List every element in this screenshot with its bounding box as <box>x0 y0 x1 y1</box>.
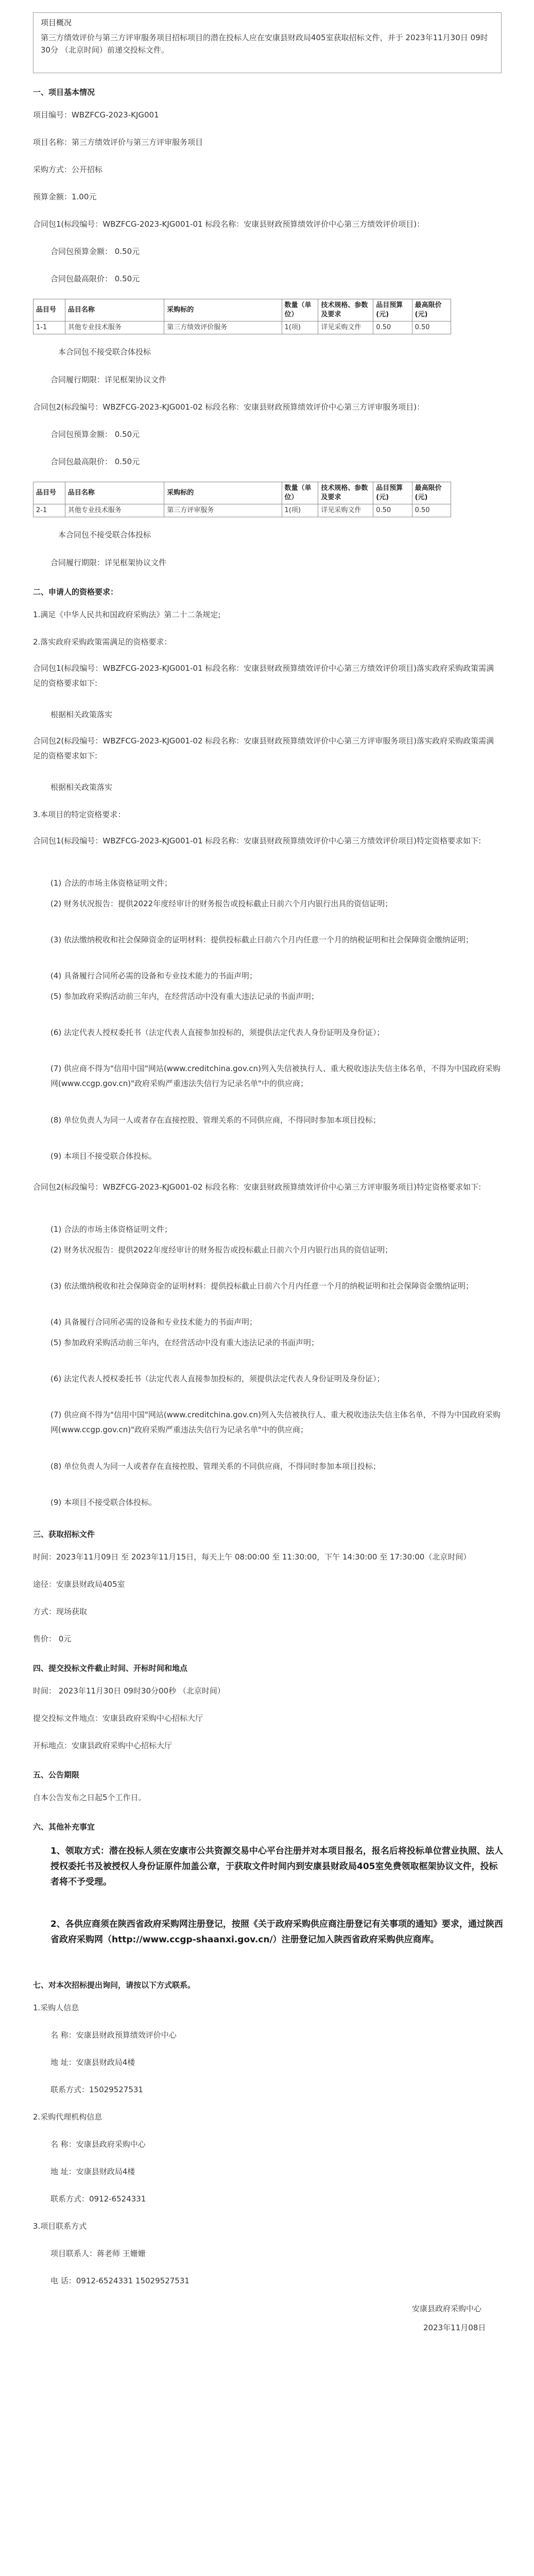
agency-name: 名 称：安康县政府采购中心 <box>50 2140 146 2149</box>
purchaser-phone: 联系方式：15029527531 <box>50 2085 143 2094</box>
table-cell: 0.50 <box>412 504 451 517</box>
special-package2-item: (7) 供应商不得为"信用中国"网站(www.creditchina.gov.cn)列入失信被执行人、重大税收违法失信主体名单，不得为中国政府采购网(www.ccgp.gov.cn)"政府采购严重违法失信行为记录名单"中的供应商； <box>50 1410 501 1434</box>
special-package2-item: (2) 财务状况报告：提供2022年度经审计的财务报告或投标截止日前六个月内银行出具的资信证明； <box>50 1245 393 1255</box>
package2-consortium: 本合同包不接受联合体投标 <box>58 530 151 539</box>
table-cell: 0.50 <box>373 321 412 334</box>
table-cell: 其他专业技术服务 <box>65 321 164 334</box>
policy-package2-text: 根据相关政策落实 <box>50 783 113 792</box>
table-cell: 第三方评审服务 <box>164 504 282 517</box>
table-cell: 详见采购文件 <box>318 504 373 517</box>
special-package2-item: (1) 合法的市场主体资格证明文件； <box>50 1225 173 1234</box>
supplementary-note-1: 1、领取方式：潜在投标人须在安康市公共资源交易中心平台注册并对本项目报名，报名后将投标单位营业执照、法人授权委托书及被授权人身份证原件加盖公章，于获取文件时间内到安康县财政局405室免费领取框架协议文件，投标者将不予受理。 <box>50 1846 503 1887</box>
table-header-cell: 采购标的 <box>164 299 282 321</box>
package1-consortium: 本合同包不接受联合体投标 <box>58 347 151 357</box>
obtain-place: 途径：安康县财政局405室 <box>33 1580 125 1589</box>
table-header-cell: 品目预算(元) <box>373 299 412 321</box>
purchaser-heading: 1.采购人信息 <box>33 2003 79 2012</box>
package1-item-table <box>33 299 451 334</box>
table-cell: 1(项) <box>282 321 318 334</box>
special-package2-item: (8) 单位负责人为同一人或者存在直接控股、管理关系的不同供应商，不得同时参加本项目投标； <box>50 1462 381 1471</box>
table-header-cell: 采购标的 <box>164 482 282 504</box>
summary-text: 第三方绩效评价与第三方评审服务项目招标项目的潜在投标人应在安康县财政局405室获取招标文件，并于 2023年11月30日 09时30分 （北京时间）前递交投标文件。 <box>41 33 488 55</box>
section-heading-contacts: 七、对本次招标提出询问，请按以下方式联系。 <box>33 1980 196 1990</box>
table-cell: 0.50 <box>412 321 451 334</box>
obtain-time: 时间：2023年11月09日 至 2023年11月15日，每天上午 08:00:00 至 11:30:00，下午 14:30:00 至 17:30:00（北京时间） <box>33 1552 471 1562</box>
announcement-period: 自本公告发布之日起5个工作日。 <box>33 1793 146 1802</box>
table-header-cell: 数量（单位） <box>282 482 318 504</box>
special-package1-item: (8) 单位负责人为同一人或者存在直接控股、管理关系的不同供应商，不得同时参加本项目投标； <box>50 1115 381 1125</box>
table-header-cell: 品目号 <box>33 299 65 321</box>
package1-period: 合同履行期限：详见框架协议文件 <box>50 375 167 384</box>
special-package1-item: (5) 参加政府采购活动前三年内，在经营活动中没有重大违法记录的书面声明； <box>50 992 319 1001</box>
signature-organization: 安康县政府采购中心 <box>412 2304 482 2313</box>
package2-max-price: 合同包最高限价： 0.50元 <box>50 457 140 466</box>
project-summary-box <box>33 12 502 73</box>
table-header-cell: 最高限价(元) <box>412 299 451 321</box>
table-cell: 1-1 <box>33 321 65 334</box>
table-header-cell: 数量（单位） <box>282 299 318 321</box>
table-header-cell: 最高限价(元) <box>412 482 451 504</box>
section-heading-period: 五、公告期限 <box>33 1770 80 1780</box>
special-package1-heading: 合同包1(标段编号：WBZFCG-2023-KJG001-01 标段名称：安康县财政预算绩效评价中心第三方绩效评价项目)特定资格要求如下: <box>33 836 481 845</box>
table-row <box>33 504 451 517</box>
purchaser-name: 名 称：安康县财政预算绩效评价中心 <box>50 2030 177 2040</box>
special-package1-item: (4) 具备履行合同所必需的设备和专业技术能力的书面声明； <box>50 971 257 980</box>
table-cell: 其他专业技术服务 <box>65 504 164 517</box>
special-package2-item: (5) 参加政府采购活动前三年内，在经营活动中没有重大违法记录的书面声明； <box>50 1338 319 1347</box>
special-package1-item: (7) 供应商不得为"信用中国"网站(www.creditchina.gov.cn)列入失信被执行人、重大税收违法失信主体名单，不得为中国政府采购网(www.ccgp.gov.cn)"政府采购严重违法失信行为记录名单"中的供应商； <box>50 1064 501 1088</box>
submission-place: 提交投标文件地点：安康县政府采购中心招标大厅 <box>33 1714 203 1723</box>
special-package1-item: (6) 法定代表人授权委托书（法定代表人直接参加投标的，须提供法定代表人身份证明及身份证）； <box>50 1028 385 1037</box>
table-cell: 1(项) <box>282 504 318 517</box>
package2-item-table <box>33 482 451 517</box>
special-package1-item: (2) 财务状况报告：提供2022年度经审计的财务报告或投标截止日前六个月内银行出具的资信证明； <box>50 899 393 908</box>
supplementary-note-2: 2、各供应商须在陕西省政府采购网注册登记，按照《关于政府采购供应商注册登记有关事项的通知》要求，通过陕西省政府采购网（http://www.ccgp-shaanxi.gov.cn/）注册登记加入陕西省政府采购供应商库。 <box>50 1919 503 1945</box>
table-header-cell: 品目预算(元) <box>373 482 412 504</box>
project-contact-heading: 3.项目联系方式 <box>33 2222 87 2231</box>
signature-date: 2023年11月08日 <box>423 2323 486 2332</box>
section-heading-project-info: 一、项目基本情况 <box>33 88 95 97</box>
package1-heading: 合同包1(标段编号：WBZFCG-2023-KJG001-01 标段名称：安康县财政预算绩效评价中心第三方绩效评价项目)： <box>33 219 425 229</box>
special-package2-item: (3) 依法缴纳税收和社会保障资金的证明材料：提供投标截止日前六个月内任意一个月的纳税证明和社会保障资金缴纳证明； <box>50 1281 474 1291</box>
table-cell: 0.50 <box>373 504 412 517</box>
special-package1-item: (9) 本项目不接受联合体投标。 <box>50 1151 157 1161</box>
package1-budget: 合同包预算金额： 0.50元 <box>50 247 140 256</box>
submission-deadline: 时间： 2023年11月30日 09时30分00秒 （北京时间） <box>33 1686 225 1696</box>
special-package2-heading: 合同包2(标段编号：WBZFCG-2023-KJG001-02 标段名称：安康县财政预算绩效评价中心第三方评审服务项目)特定资格要求如下: <box>33 1182 481 1192</box>
project-number: 项目编号：WBZFCG-2023-KJG001 <box>33 110 159 120</box>
table-cell: 第三方绩效评价服务 <box>164 321 282 334</box>
agency-heading: 2.采购代理机构信息 <box>33 2112 102 2122</box>
table-header-row <box>33 299 451 321</box>
qualification-req-3: 3.本项目的特定资格要求： <box>33 810 126 819</box>
table-header-cell: 技术规格、参数及要求 <box>318 482 373 504</box>
section-heading-qualification: 二、申请人的资格要求： <box>33 587 118 597</box>
project-name: 项目名称：第三方绩效评价与第三方评审服务项目 <box>33 138 203 147</box>
project-contact-phone: 电 话：0912-6524331 15029527531 <box>50 2276 190 2285</box>
summary-title: 项目概况 <box>41 18 72 27</box>
budget-amount: 预算金额：1.00元 <box>33 192 97 201</box>
policy-package2-heading: 合同包2(标段编号：WBZFCG-2023-KJG001-02 标段名称：安康县财政预算绩效评价中心第三方评审服务项目)落实政府采购政策需满足的资格要求如下: <box>33 736 494 760</box>
table-header-cell: 品目名称 <box>65 482 164 504</box>
special-package1-item: (3) 依法缴纳税收和社会保障资金的证明材料：提供投标截止日前六个月内任意一个月的纳税证明和社会保障资金缴纳证明； <box>50 935 474 944</box>
package2-budget: 合同包预算金额： 0.50元 <box>50 430 140 439</box>
policy-package1-text: 根据相关政策落实 <box>50 710 113 719</box>
table-header-cell: 品目号 <box>33 482 65 504</box>
special-package2-item: (9) 本项目不接受联合体投标。 <box>50 1498 157 1507</box>
table-cell: 2-1 <box>33 504 65 517</box>
opening-place: 开标地点：安康县政府采购中心招标大厅 <box>33 1741 173 1750</box>
special-package2-item: (6) 法定代表人授权委托书（法定代表人直接参加投标的，须提供法定代表人身份证明及身份证）； <box>50 1374 385 1383</box>
table-row <box>33 321 451 334</box>
table-header-cell: 技术规格、参数及要求 <box>318 299 373 321</box>
agency-address: 地 址：安康县财政局4楼 <box>50 2167 135 2176</box>
special-package2-item: (4) 具备履行合同所必需的设备和专业技术能力的书面声明； <box>50 1317 257 1327</box>
procurement-method: 采购方式：公开招标 <box>33 165 103 174</box>
qualification-req-1: 1.满足《中华人民共和国政府采购法》第二十二条规定; <box>33 610 221 619</box>
policy-package1-heading: 合同包1(标段编号：WBZFCG-2023-KJG001-01 标段名称：安康县财政预算绩效评价中心第三方绩效评价项目)落实政府采购政策需满足的资格要求如下: <box>33 664 494 688</box>
agency-phone: 联系方式：0912-6524331 <box>50 2194 146 2204</box>
section-heading-supplementary: 六、其他补充事宜 <box>33 1822 95 1832</box>
project-contact-person: 项目联系人：蒋老师 王姗姗 <box>50 2249 146 2258</box>
package2-heading: 合同包2(标段编号：WBZFCG-2023-KJG001-02 标段名称：安康县财政预算绩效评价中心第三方评审服务项目)： <box>33 402 425 412</box>
package2-period: 合同履行期限：详见框架协议文件 <box>50 558 167 567</box>
qualification-req-2: 2.落实政府采购政策需满足的资格要求： <box>33 637 172 647</box>
table-header-row <box>33 482 451 504</box>
package1-max-price: 合同包最高限价： 0.50元 <box>50 274 140 283</box>
purchaser-address: 地 址：安康县财政局4楼 <box>50 2058 135 2067</box>
document-price: 售价： 0元 <box>33 1634 72 1643</box>
special-package1-item: (1) 合法的市场主体资格证明文件； <box>50 878 173 888</box>
obtain-method: 方式：现场获取 <box>33 1607 88 1616</box>
table-cell: 详见采购文件 <box>318 321 373 334</box>
section-heading-obtain-documents: 三、获取招标文件 <box>33 1530 95 1539</box>
section-heading-deadline: 四、提交投标文件截止时间、开标时间和地点 <box>33 1664 188 1673</box>
table-header-cell: 品目名称 <box>65 299 164 321</box>
